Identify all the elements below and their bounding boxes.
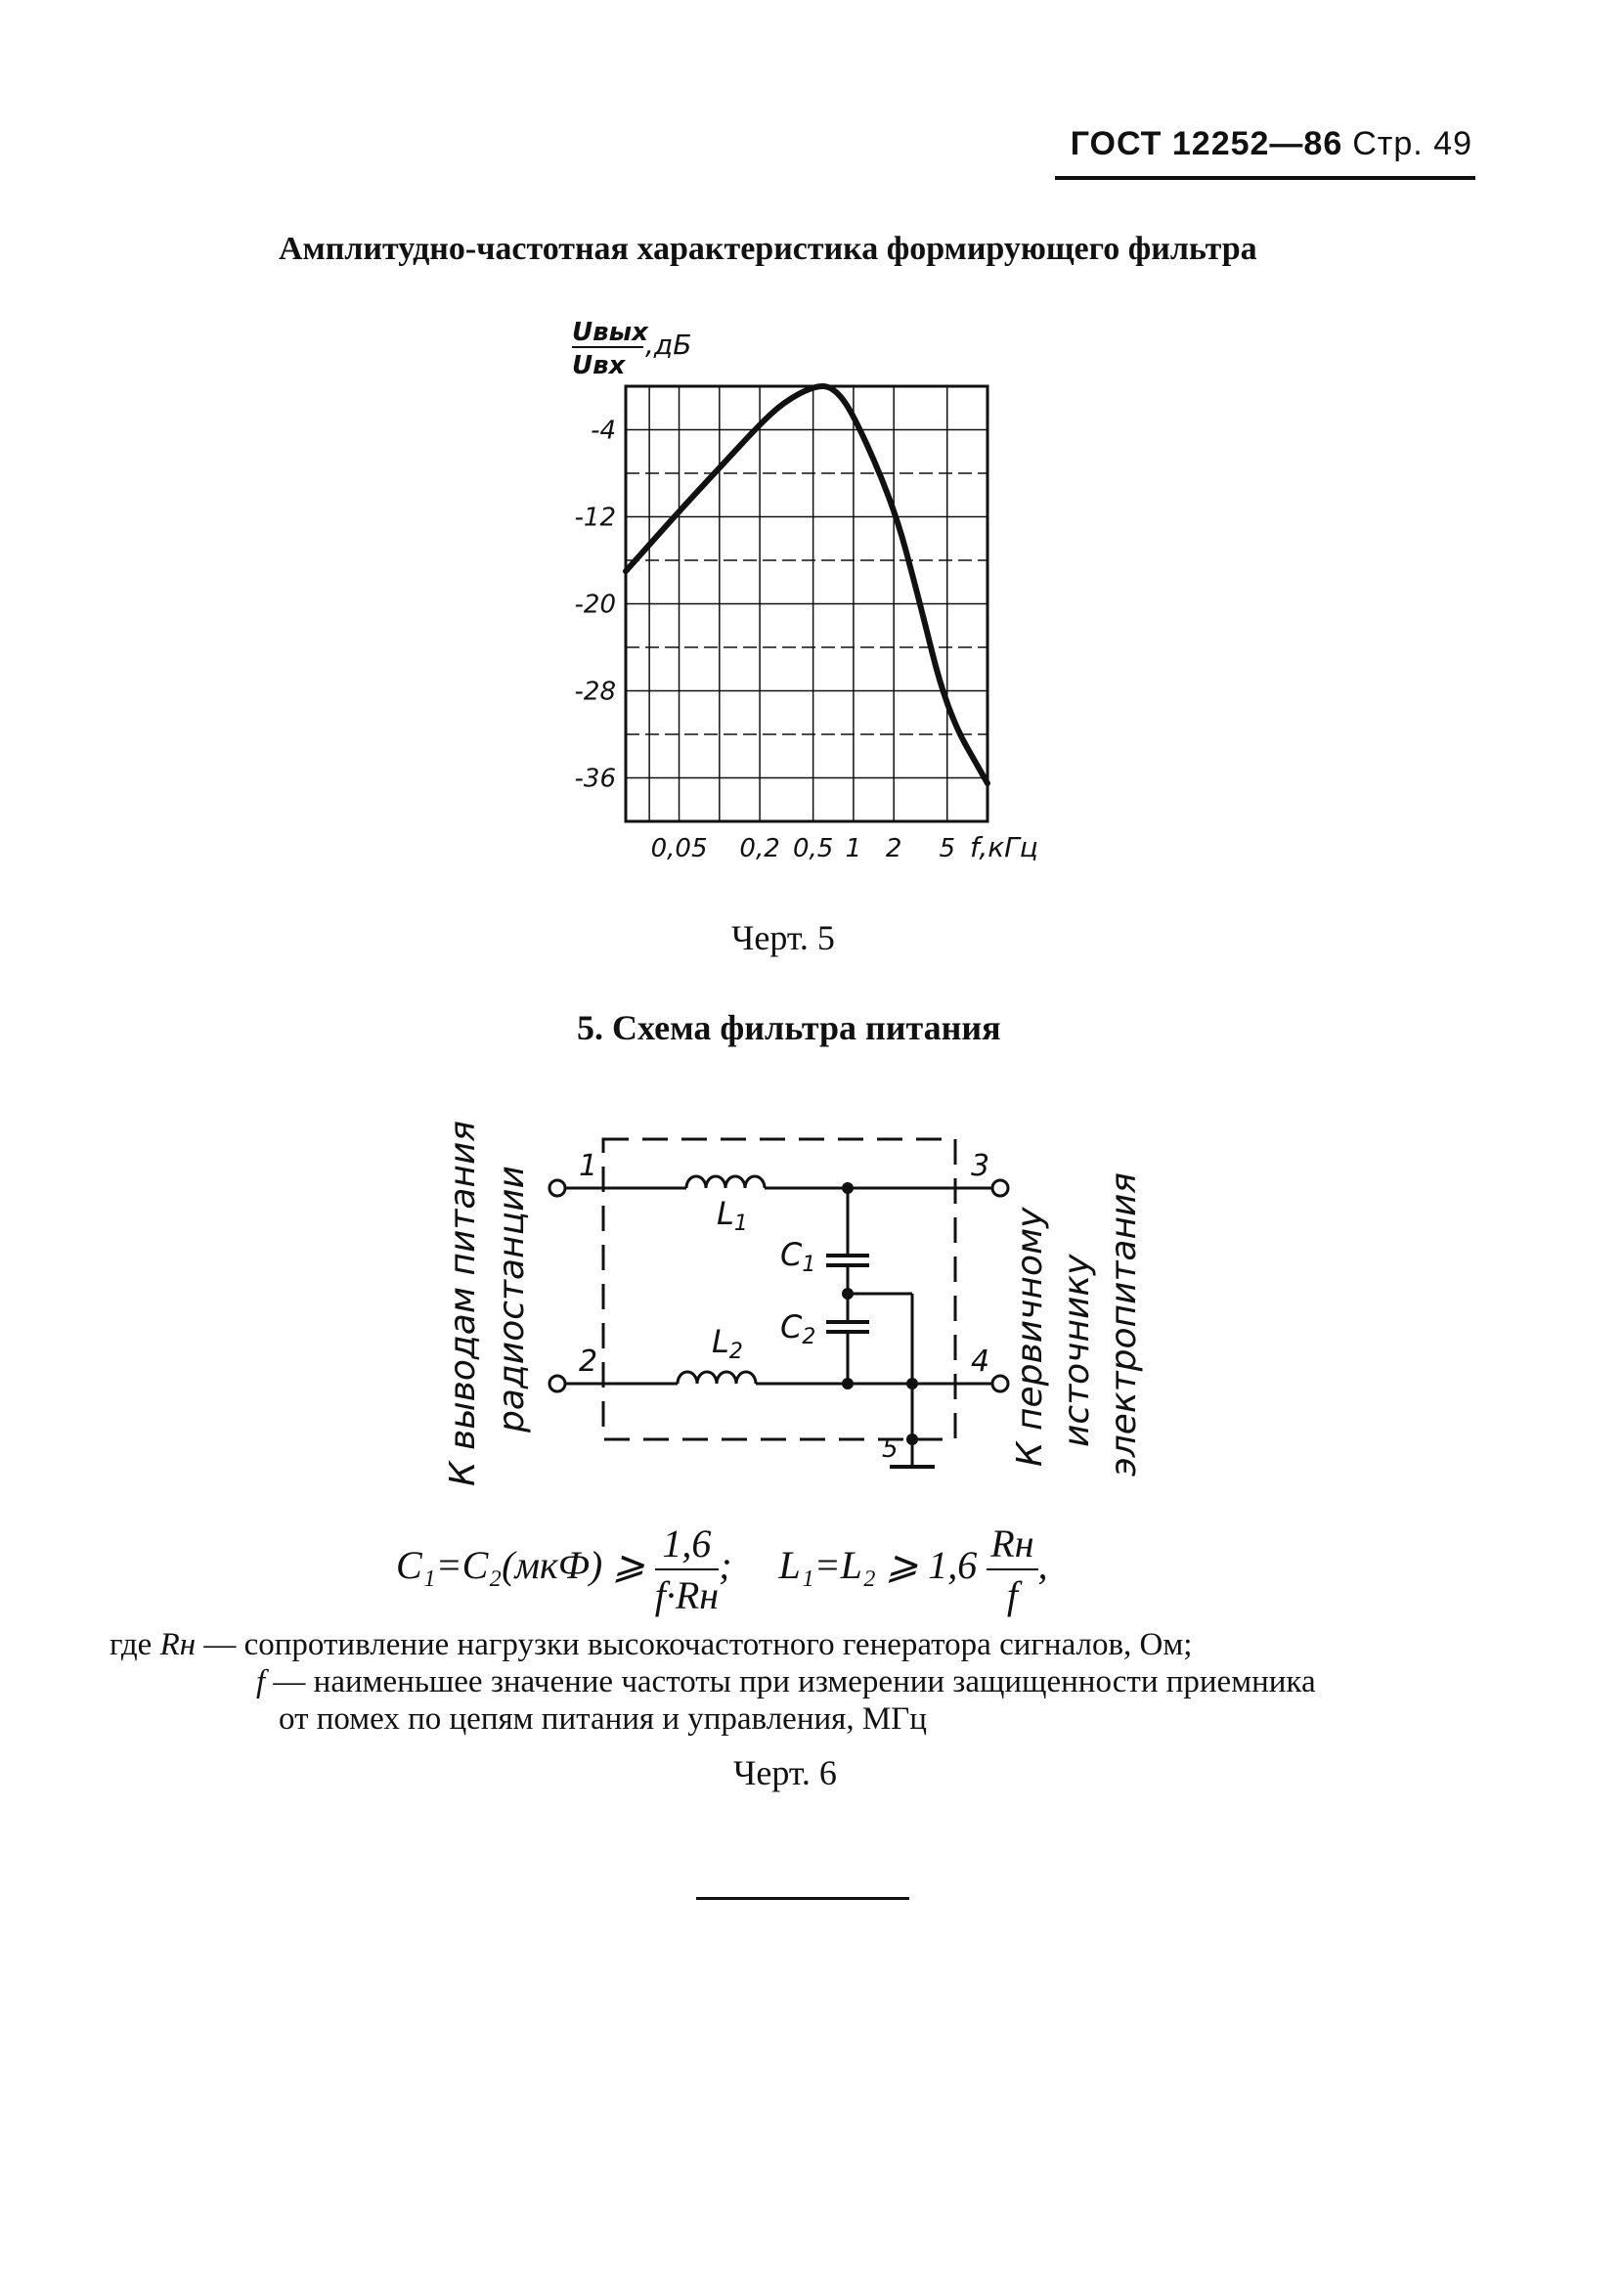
definition-2 <box>256 1664 1316 1700</box>
y-tick-label: -4 <box>591 416 616 446</box>
left-label-line1: К выводам питания <box>443 1121 483 1486</box>
label-l1: L1 <box>717 1195 748 1236</box>
junction-dot <box>906 1378 918 1389</box>
figure6-caption: Черт. 6 <box>733 1753 837 1792</box>
left-side-label <box>443 1121 532 1486</box>
formula-end: , <box>1037 1543 1048 1588</box>
label-c2: C2 <box>780 1308 816 1349</box>
fraction2-denominator: f <box>1006 1573 1018 1617</box>
terminal-2 <box>549 1376 565 1391</box>
junction-dot <box>906 1433 918 1445</box>
def2-text: — наименьшее значение частоты при измерении защищенности приемника <box>273 1664 1316 1699</box>
terminal-label-5: 5 <box>882 1434 899 1464</box>
top-wire <box>565 1176 992 1188</box>
section-title: 5. Схема фильтра питания <box>577 1008 1001 1047</box>
document-header <box>1071 125 1472 163</box>
y-tick-label: -20 <box>574 590 616 620</box>
x-tick-label: 5 <box>939 834 956 863</box>
right-label-line1: К первичному <box>1010 1207 1050 1467</box>
capacitor-branch <box>826 1188 912 1467</box>
chart-y-ticks <box>575 417 616 794</box>
fraction1-denominator: f·Rн <box>654 1573 720 1617</box>
chart-xlabel: f,кГц <box>970 831 1038 863</box>
right-label-line3: электропитания <box>1104 1171 1144 1477</box>
x-tick-label: 1 <box>845 834 862 863</box>
formula-fraction-2 <box>987 1521 1037 1618</box>
y-tick-label: -12 <box>574 503 616 533</box>
chart-series-line <box>626 386 988 783</box>
definition-2-continued: от помех по цепям питания и управления, МГц <box>279 1701 927 1737</box>
terminal-4 <box>992 1376 1008 1391</box>
ylabel-unit: ,дБ <box>645 329 692 361</box>
ylabel-numerator: Uвых <box>572 318 648 347</box>
def2-symbol: f <box>256 1664 266 1699</box>
end-rule <box>696 1897 909 1900</box>
chart-grid <box>626 386 988 821</box>
power-filter-circuit <box>430 1066 1203 1506</box>
figure5-title: Амплитудно-частотная характеристика формирующего фильтра <box>279 231 1257 267</box>
right-label-line2: источнику <box>1057 1254 1097 1447</box>
left-label-line2: радиостанции <box>492 1166 532 1433</box>
x-tick-label: 0,2 <box>739 834 780 863</box>
ylabel-denominator: Uвх <box>572 351 626 380</box>
chart-x-ticks <box>651 834 955 863</box>
formula <box>396 1521 1048 1618</box>
fraction1-numerator: 1,6 <box>655 1521 719 1570</box>
junction-dot <box>842 1182 854 1194</box>
where-prefix: где <box>110 1627 153 1662</box>
formula-middle: L₁=L₂ ⩾ 1,6 <box>778 1543 978 1588</box>
inductor-l2 <box>678 1372 756 1384</box>
dashed-enclosure <box>603 1139 955 1439</box>
junction-dot <box>842 1378 854 1389</box>
standard-code: ГОСТ 12252—86 <box>1070 125 1343 162</box>
def1-symbol: Rн <box>159 1627 197 1662</box>
figure5-caption: Черт. 5 <box>731 918 835 957</box>
x-tick-label: 0,05 <box>650 834 708 863</box>
y-tick-label: -28 <box>574 677 616 707</box>
page-number: Стр. 49 <box>1352 125 1472 162</box>
formula-left: C₁=C₂(мкФ) ⩾ <box>396 1543 645 1588</box>
label-l2: L2 <box>712 1323 743 1364</box>
frequency-response-chart <box>528 303 1075 890</box>
right-side-label <box>1010 1172 1144 1477</box>
junction-dot <box>842 1288 854 1300</box>
terminal-label-3: 3 <box>971 1149 990 1183</box>
fraction2-numerator: Rн <box>987 1521 1037 1570</box>
definition-1 <box>110 1627 1192 1663</box>
x-tick-label: 2 <box>885 834 902 863</box>
bottom-wire <box>565 1372 992 1384</box>
formula-fraction-1 <box>655 1521 719 1618</box>
header-rule <box>1055 176 1475 180</box>
chart-ylabel <box>572 318 691 380</box>
terminal-label-1: 1 <box>579 1149 598 1183</box>
label-c1: C1 <box>780 1236 816 1277</box>
terminal-1 <box>549 1180 565 1196</box>
terminal-3 <box>992 1180 1008 1196</box>
def1-text: — сопротивление нагрузки высокочастотного генератора сигналов, Ом; <box>203 1627 1193 1662</box>
x-tick-label: 0,5 <box>792 834 834 863</box>
inductor-l1 <box>686 1176 765 1188</box>
formula-separator: ; <box>719 1543 732 1588</box>
terminal-label-4: 4 <box>971 1345 990 1379</box>
terminal-label-2: 2 <box>579 1345 598 1379</box>
y-tick-label: -36 <box>574 764 616 794</box>
